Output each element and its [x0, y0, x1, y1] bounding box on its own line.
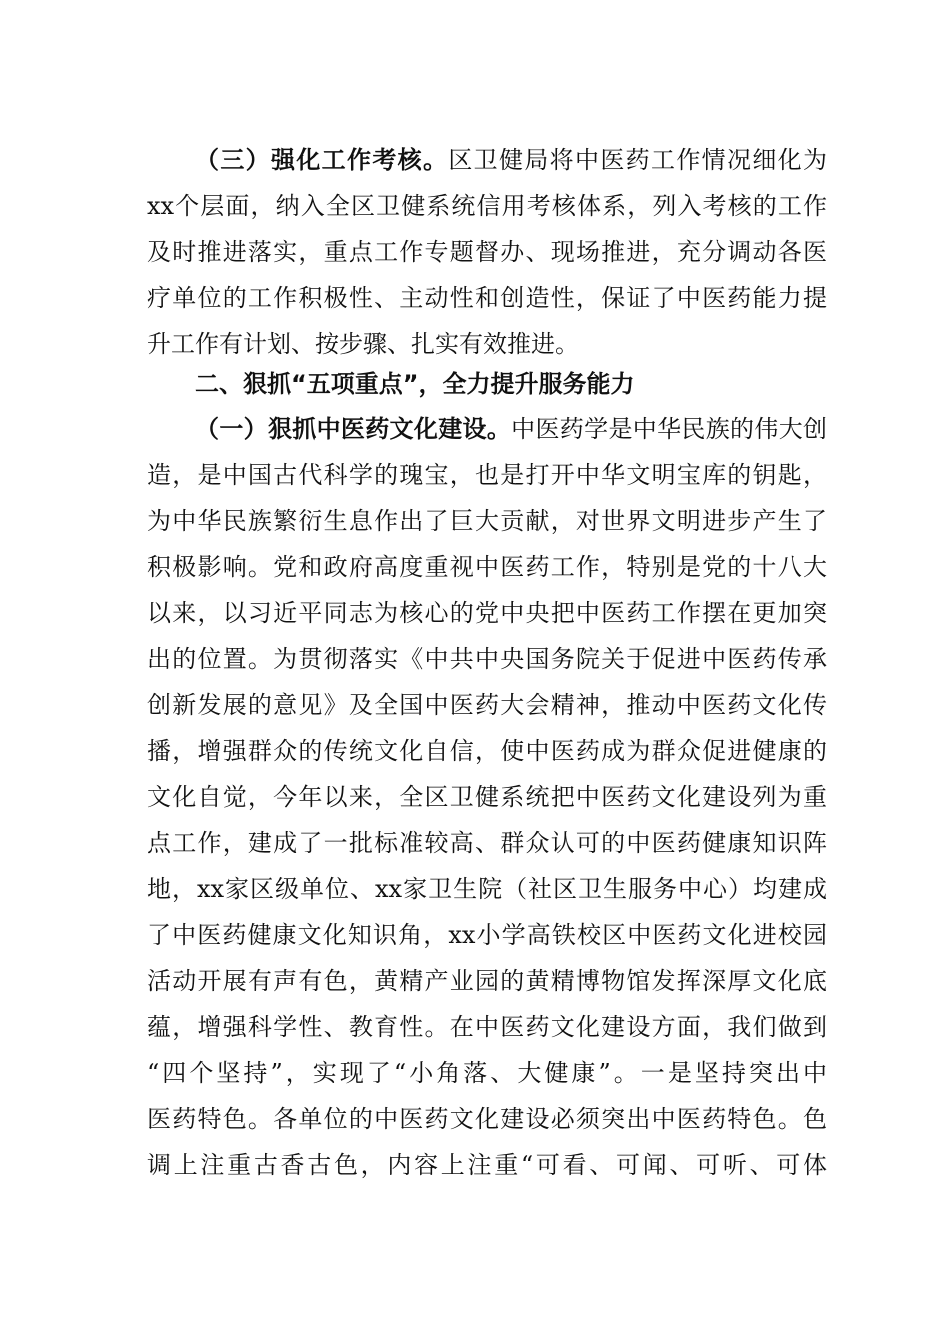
paragraph-line: 点工作，建成了一批标准较高、群众认可的中医药健康知识阵	[147, 829, 827, 857]
paragraph-line: “四个坚持”，实现了“小角落、大健康”。一是坚持突出中	[147, 1059, 827, 1087]
paragraph-line: 出的位置。为贯彻落实《中共中央国务院关于促进中医药传承	[147, 645, 827, 673]
paragraph-line: 活动开展有声有色，黄精产业园的黄精博物馆发挥深厚文化底	[147, 967, 827, 995]
paragraph-line: xx个层面，纳入全区卫健系统信用考核体系，列入考核的工作	[147, 192, 827, 220]
paragraph-line: 为中华民族繁衍生息作出了巨大贡献，对世界文明进步产生了	[147, 507, 827, 535]
paragraph-line: 疗单位的工作积极性、主动性和创造性，保证了中医药能力提	[147, 284, 827, 312]
paragraph-line: 造，是中国古代科学的瑰宝，也是打开中华文明宝库的钥匙，	[147, 461, 827, 489]
paragraph-lead: （三）强化工作考核。	[195, 145, 449, 174]
paragraph-line: 及时推进落实，重点工作专题督办、现场推进，充分调动各医	[147, 238, 827, 266]
paragraph-line: 医药特色。各单位的中医药文化建设必须突出中医药特色。色	[147, 1105, 827, 1133]
paragraph-line: 积极影响。党和政府高度重视中医药工作，特别是党的十八大	[147, 553, 827, 581]
paragraph-line: 了中医药健康文化知识角，xx小学高铁校区中医药文化进校园	[147, 921, 827, 949]
paragraph-line: 文化自觉，今年以来，全区卫健系统把中医药文化建设列为重	[147, 783, 827, 811]
paragraph-line: 升工作有计划、按步骤、扎实有效推进。	[147, 330, 579, 358]
paragraph-line	[195, 412, 827, 446]
paragraph-line: 以来，以习近平同志为核心的党中央把中医药工作摆在更加突	[147, 599, 827, 627]
section-heading: 二、狠抓“五项重点”，全力提升服务能力	[195, 370, 635, 398]
paragraph-text: 中医药学是中华民族的伟大创	[511, 415, 828, 443]
paragraph-line: 创新发展的意见》及全国中医药大会精神，推动中医药文化传	[147, 691, 827, 719]
paragraph-text: 区卫健局将中医药工作情况细化为	[448, 146, 828, 174]
paragraph-line: 调上注重古香古色，内容上注重“可看、可闻、可听、可体	[147, 1151, 827, 1179]
paragraph-lead: （一）狠抓中医药文化建设。	[195, 414, 512, 443]
paragraph-line: 地，xx家区级单位、xx家卫生院（社区卫生服务中心）均建成	[147, 875, 827, 903]
paragraph-line: 蕴，增强科学性、教育性。在中医药文化建设方面，我们做到	[147, 1013, 827, 1041]
paragraph-line: 播，增强群众的传统文化自信，使中医药成为群众促进健康的	[147, 737, 827, 765]
paragraph-line	[195, 143, 827, 177]
